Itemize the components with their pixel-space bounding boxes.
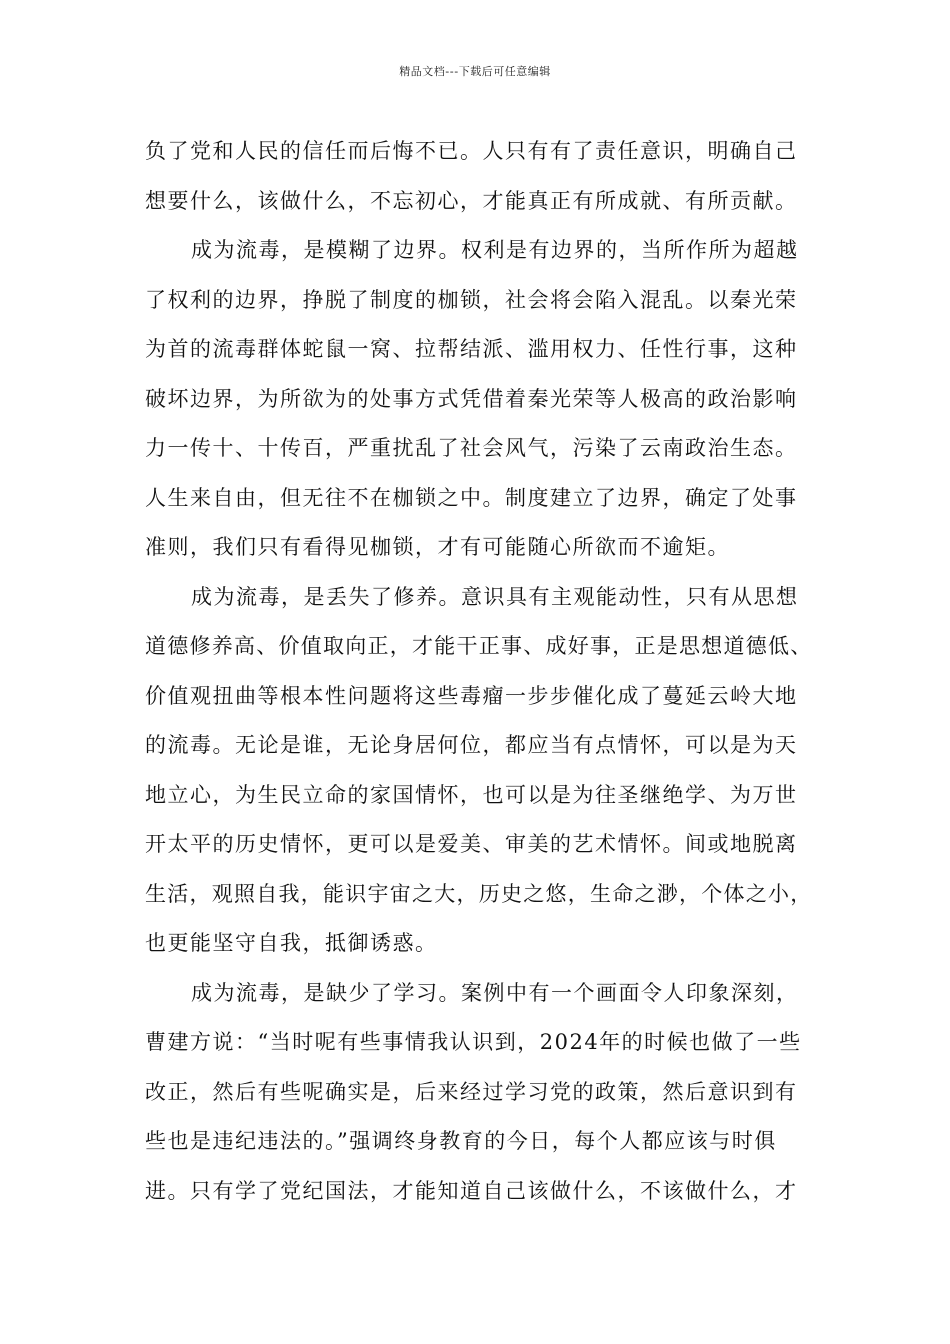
text-line: 些也是违纪违法的。”强调终身教育的今日，每个人都应该与时俱 — [145, 1129, 777, 1153]
text-line: 进。只有学了党纪国法，才能知道自己该做什么，不该做什么，才 — [145, 1178, 798, 1203]
paragraph-4 — [145, 969, 815, 1217]
text-line: 曹建方说：“当时呢有些事情我认识到，2024年的时候也做了一些 — [145, 1030, 802, 1054]
paragraph-3 — [145, 573, 815, 969]
text-line: 破坏边界，为所欲为的处事方式凭借着秦光荣等人极高的政治影响 — [145, 386, 798, 411]
paragraph-2 — [145, 226, 815, 573]
text-line: 准则，我们只有看得见枷锁，才有可能随心所欲而不逾矩。 — [145, 535, 730, 559]
document-body — [145, 127, 815, 1216]
text-line: 人生来自由，但无往不在枷锁之中。制度建立了边界，确定了处事 — [145, 485, 798, 510]
text-line: 开太平的历史情怀，更可以是爱美、审美的艺术情怀。间或地脱离 — [145, 832, 798, 856]
text-line: 也更能坚守自我，抵御诱惑。 — [145, 931, 438, 955]
text-line: 成为流毒，是丢失了修养。意识具有主观能动性，只有从思想 — [191, 584, 799, 609]
text-line: 成为流毒，是模糊了边界。权利是有边界的，当所作所为超越 — [191, 238, 799, 262]
text-line: 力一传十、十传百，严重扰乱了社会风气，污染了云南政治生态。 — [145, 436, 798, 460]
text-line: 成为流毒，是缺少了学习。案例中有一个画面令人印象深刻， — [191, 980, 799, 1005]
text-line: 生活，观照自我，能识宇宙之大，历史之悠，生命之渺，个体之小， — [145, 881, 813, 906]
text-line: 地立心，为生民立命的家国情怀，也可以是为往圣继绝学、为万世 — [145, 782, 798, 807]
text-line: 改正，然后有些呢确实是，后来经过学习党的政策，然后意识到有 — [145, 1079, 798, 1104]
text-line: 想要什么，该做什么，不忘初心，才能真正有所成就、有所贡献。 — [145, 188, 798, 213]
paragraph-1 — [145, 127, 815, 226]
text-line: 为首的流毒群体蛇鼠一窝、拉帮结派、滥用权力、任性行事，这种 — [145, 337, 798, 361]
text-line: 了权利的边界，挣脱了制度的枷锁，社会将会陷入混乱。以秦光荣 — [145, 287, 798, 312]
text-line: 负了党和人民的信任而后悔不已。人只有有了责任意识，明确自己 — [145, 139, 798, 163]
page-header: 精品文档---下载后可任意编辑 — [399, 65, 551, 78]
text-line: 道德修养高、价值取向正，才能干正事、成好事，正是思想道德低、 — [145, 634, 813, 658]
text-line: 的流毒。无论是谁，无论身居何位，都应当有点情怀，可以是为天 — [145, 733, 798, 757]
text-line: 价值观扭曲等根本性问题将这些毒瘤一步步催化成了蔓延云岭大地 — [145, 683, 798, 708]
